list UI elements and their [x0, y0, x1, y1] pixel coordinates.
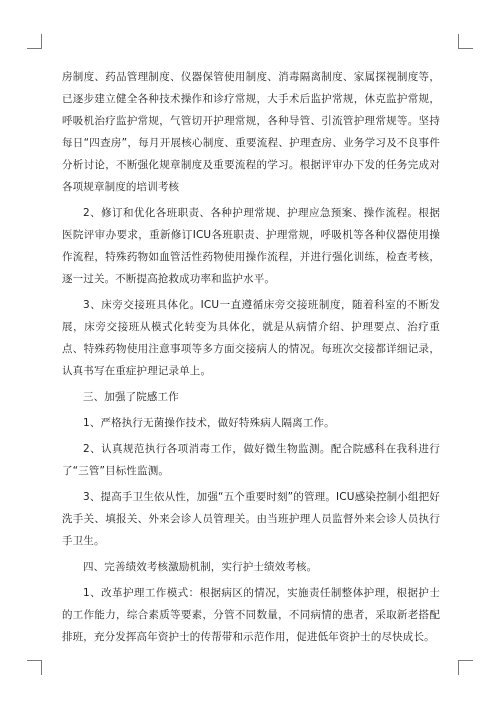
section-heading-performance-assessment: 四、完善绩效考核激励机制，实行护士绩效考核。: [83, 561, 318, 573]
paragraph-aseptic-technique: 1、严格执行无菌操作技术，做好特殊病人隔离工作。: [83, 417, 335, 429]
paragraph-disinfection: 2、认真规范执行各项消毒工作，做好微生物监测。配合院感科在我科进行了“三管”目标性监测。: [62, 443, 440, 477]
crop-mark-top-right: [458, 34, 473, 49]
crop-mark-bottom-left: [27, 660, 42, 675]
paragraph-work-mode-reform: 1、改革护理工作模式：根据病区的情况，实施责任制整体护理，根据护士的工作能力，综合素质等要素，分管不同数量，不同病情的患者，采取新老搭配排班，充分发挥高年资护士的传帮带和示范作用，促进低年资护士的尽快成长。: [62, 587, 440, 643]
paragraph-rules-continued: 房制度、药品管理制度、仪器保管使用制度、消毒隔离制度、家属探视制度等，已逐步建立健全各种技术操作和诊疗常规，大手术后监护常规，休克监护常规，呼吸机治疗监护常规，气管切开护理常规，各种导管、引流管护理常规等。坚持每日“四查房”，每月开展核心制度、重要流程、护理查房、业务学习及不良事件分析讨论，不断强化规章制度及重要流程的学习。根据评审办下发的任务完成对各项规章制度的培训考核: [62, 71, 440, 193]
paragraph-hand-hygiene: 3、提高手卫生依从性，加强“五个重要时刻”的管理。ICU感染控制小组把好洗手关、填报关、外来会诊人员管理关。由当班护理人员监督外来会诊人员执行手卫生。: [62, 491, 440, 547]
crop-mark-top-left: [27, 34, 42, 49]
crop-mark-bottom-right: [458, 660, 473, 675]
paragraph-bedside-handover: 3、床旁交接班具体化。ICU一直遵循床旁交接班制度，随着科室的不断发展，床旁交接班从模式化转变为具体化，就是从病情介绍、护理要点、治疗重点、特殊药物使用注意事项等多方面交接病人的情况。每班次交接都详细记录，认真书写在重症护理记录单上。: [62, 299, 440, 377]
document-body: [62, 66, 440, 652]
section-heading-infection-control: 三、加强了院感工作: [83, 391, 179, 403]
paragraph-revise-duties: 2、修订和优化各班职责、各种护理常规、护理应急预案、操作流程。根据医院评审办要求，重新修订ICU各班职责、护理常规，呼吸机等各种仪器使用操作流程，特殊药物如血管活性药物使用操作流程，并进行强化训练，检查考核，逐一过关。不断提高抢救成功率和监护水平。: [62, 207, 440, 285]
